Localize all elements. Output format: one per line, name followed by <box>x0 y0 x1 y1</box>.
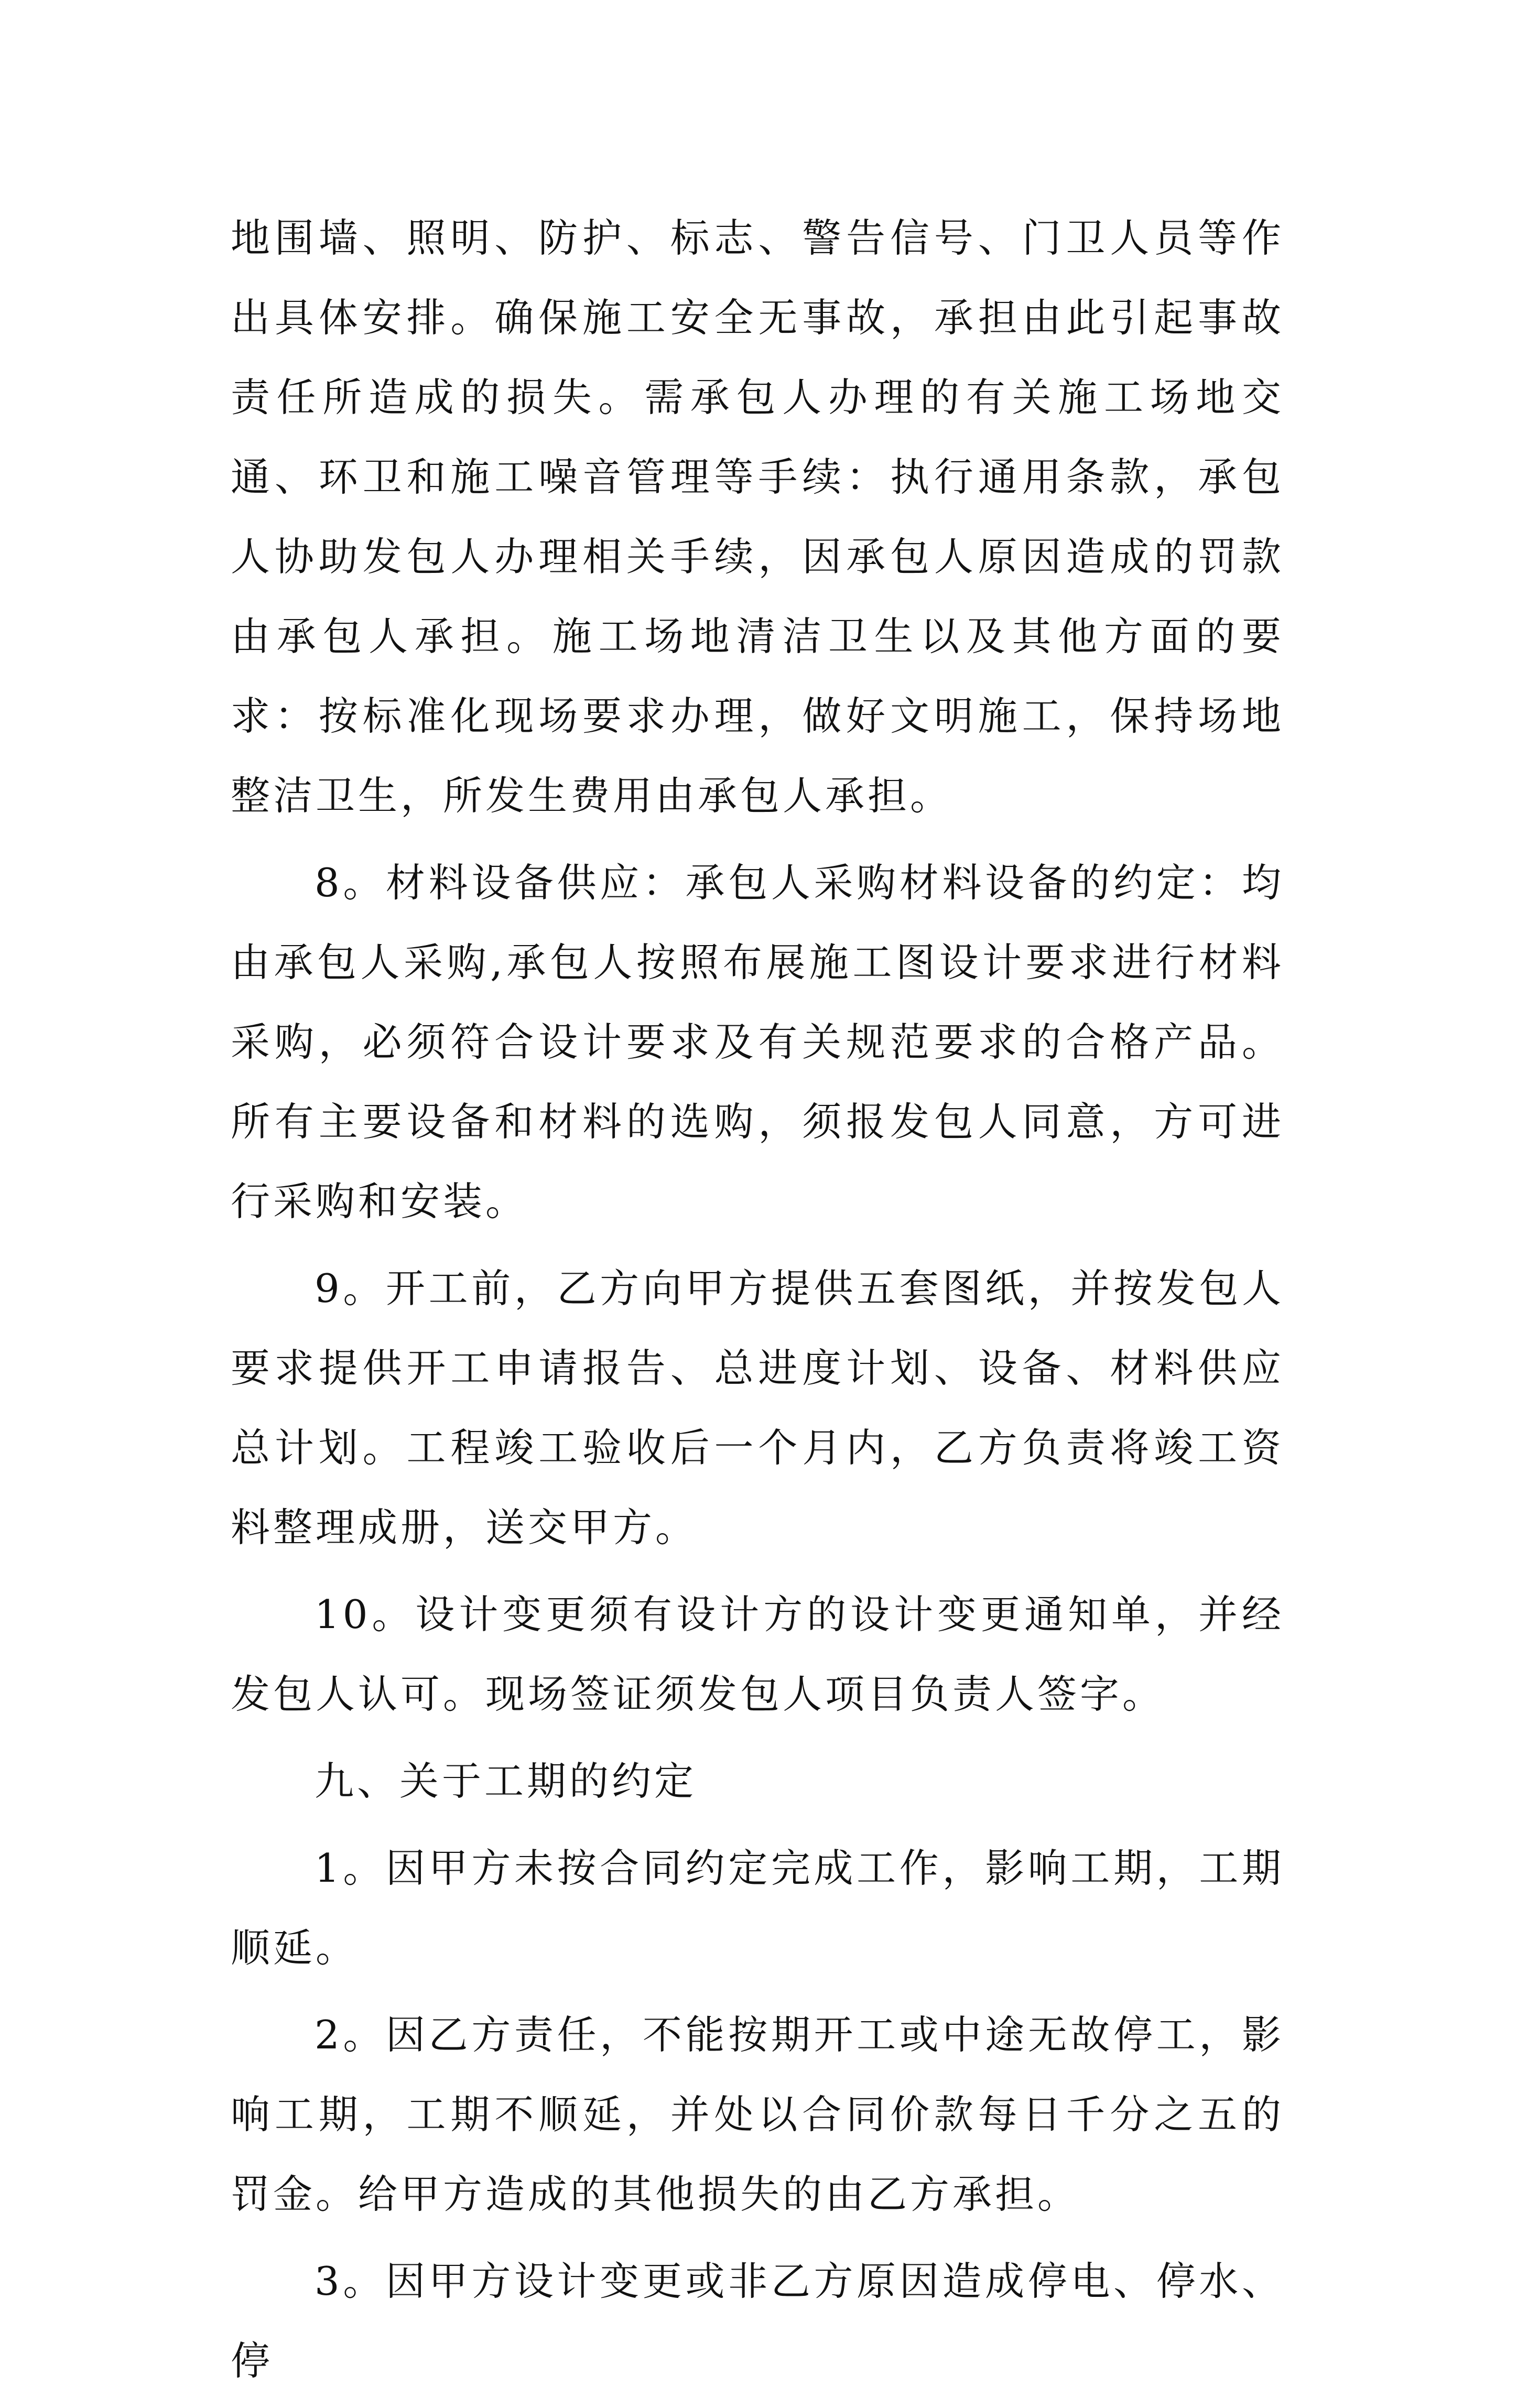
paragraph-design-change: 10。设计变更须有设计方的设计变更通知单，并经发包人认可。现场签证须发包人项目负责人签字。 <box>231 1591 1284 1717</box>
paragraph-schedule-item-3: 3。因甲方设计变更或非乙方原因造成停电、停水、停 <box>231 2258 1284 2384</box>
document-body <box>231 198 1284 2408</box>
paragraph-drawings-submission: 9。开工前，乙方向甲方提供五套图纸，并按发包人要求提供开工申请报告、总进度计划、设备、材料供应总计划。工程竣工验收后一个月内，乙方负责将竣工资料整理成册，送交甲方。 <box>231 1265 1284 1550</box>
paragraph-site-safety: 地围墙、照明、防护、标志、警告信号、门卫人员等作出具体安排。确保施工安全无事故，承担由此引起事故责任所造成的损失。需承包人办理的有关施工场地交通、环卫和施工噪音管理等手续：执行通用条款，承包人协助发包人办理相关手续，因承包人原因造成的罚款由承包人承担。施工场地清洁卫生以及其他方面的要求：按标准化现场要求办理，做好文明施工，保持场地整洁卫生，所发生费用由承包人承担。 <box>231 215 1284 819</box>
paragraph-schedule-item-2: 2。因乙方责任，不能按期开工或中途无故停工，影响工期，工期不顺延，并处以合同价款每日千分之五的罚金。给甲方造成的其他损失的由乙方承担。 <box>231 2012 1284 2217</box>
paragraph-schedule-item-1: 1。因甲方未按合同约定完成工作，影响工期，工期顺延。 <box>231 1845 1284 1971</box>
paragraph-material-supply: 8。材料设备供应：承包人采购材料设备的约定：均由承包人采购,承包人按照布展施工图设计要求进行材料采购，必须符合设计要求及有关规范要求的合格产品。所有主要设备和材料的选购，须报发包人同意，方可进行采购和安装。 <box>231 860 1284 1224</box>
section-heading-schedule: 九、关于工期的约定 <box>315 1758 697 1804</box>
